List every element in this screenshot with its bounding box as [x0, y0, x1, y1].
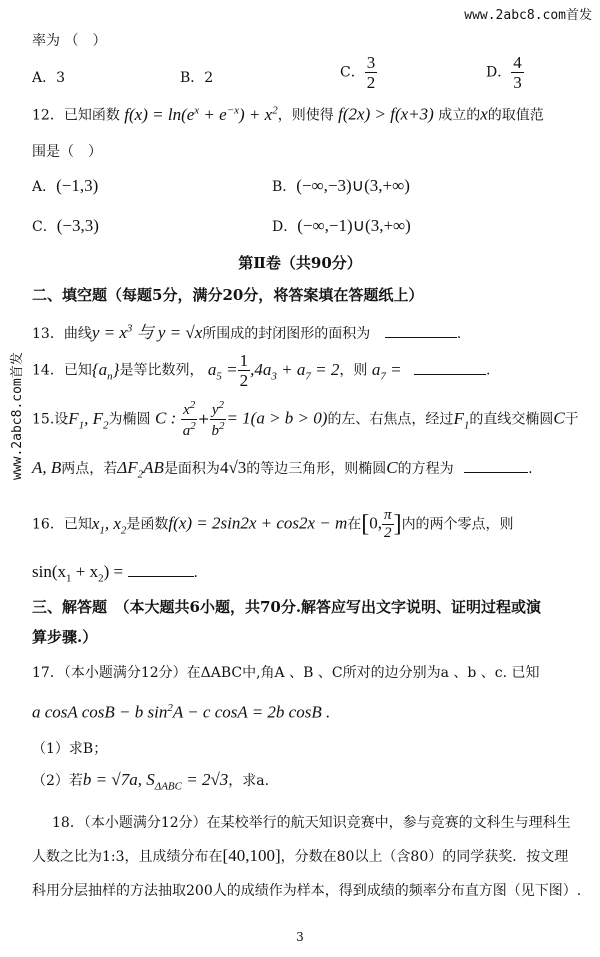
q13: 13．曲线$y = x^3$ 与 y = √x所围成的封闭图形的面积为 .: [32, 322, 462, 342]
q11-option-b: B．2: [180, 70, 214, 86]
q15-answer-blank[interactable]: [464, 458, 528, 473]
q12-option-d: D．(−∞,−1)∪(3,+∞): [272, 216, 411, 235]
q12-option-c: C．(−3,3): [32, 216, 99, 235]
q12-stem: 12．已知函数 $f(x) = \ln(e^x + e^{-x}) + x^2$，则使得 f(2x) > f(x+3) 成立的x的取值范: [32, 104, 544, 124]
q12-function: $f(x) = \ln(e^x + e^{-x}) + x^2$: [124, 104, 278, 124]
q12-stem-line2: 围是（ ）: [32, 144, 102, 160]
watermark-side: www.2abc8.com首发: [10, 352, 25, 480]
section2-title: 第Ⅱ卷（共90分）: [238, 254, 362, 272]
q13-answer-blank[interactable]: [385, 323, 457, 338]
q18-line1: 18．（本小题满分12分）在某校举行的航天知识竞赛中，参与竞赛的文科生与理科生: [52, 815, 571, 831]
q17-part2: （2）若b = √7a, $S_{\Delta ABC} = 2√3$，求a.: [32, 770, 270, 793]
q15-line1: 15.设$F_1$, $F_2$为椭圆 C : $\frac{x^2}{a^2}$ + $\frac{y^2}{b^2}$ = 1(a > b > 0)的左、右焦点，经过$F_1$的直线交椭圆C于: [32, 399, 579, 439]
q14: 14．已知$\{a_n\}$是等比数列， $a_5$ = $\frac{1}{2}$ $,4a_3 + a_7 = 2$，则 $a_7$ = .: [32, 351, 491, 390]
q12-option-a: A．(−1,3): [32, 176, 99, 195]
q12-option-b: B．(−∞,−3)∪(3,+∞): [272, 176, 410, 195]
q14-answer-blank[interactable]: [414, 360, 486, 375]
q17-part1: （1）求B；: [32, 741, 108, 757]
watermark-top: www.2abc8.com首发: [464, 8, 592, 23]
q16-line1: 16．已知$x_1$, $x_2$是函数f(x) = 2sin2x + cos2x − m在[0, $\frac{\pi}{2}$ ]内的两个零点，则: [32, 507, 514, 541]
section3-heading-line2: 算步骤.）: [32, 628, 98, 646]
q11-option-a: A．3: [32, 70, 66, 86]
q11-option-d: D． $\frac{4}{3}$: [486, 53, 522, 92]
section2-heading: 二、填空题（每题5分，满分20分，将答案填在答题纸上）: [32, 286, 424, 304]
q18-line3: 科用分层抽样的方法抽取200人的成绩作为样本，得到成绩的频率分布直方图（见下图）.: [32, 883, 582, 899]
q12-inequality: f(2x) > f(x+3): [338, 104, 434, 124]
q11-stem-tail: 率为 （ ）: [32, 33, 107, 49]
q17-line1: 17．（本小题满分12分）在ΔABC中,角A 、B 、C所对的边分别为a 、b 、c. 已知: [32, 665, 540, 681]
q18-line2: 人数之比为1:3，且成绩分布在[40,100]，分数在80以上（含80）的同学获奖．按文理: [32, 846, 569, 865]
q16-line2: $\sin(x_1 + x_2)$ = .: [32, 562, 198, 585]
section3-heading-line1: 三、解答题 （本大题共6小题，共70分.解答应写出文字说明、证明过程或演: [32, 598, 542, 616]
q15-line2: A, B两点，若$\Delta F_2AB$是面积为4√3的等边三角形，则椭圆C的方程为 .: [32, 458, 533, 481]
q16-answer-blank[interactable]: [128, 562, 194, 577]
q11-option-c: C． $\frac{3}{2}$: [340, 53, 376, 92]
page-number: 3: [296, 930, 304, 944]
q17-equation: a cosA cosB − b $\sin^2A - c$ cosA = 2b cosB .: [32, 702, 331, 722]
